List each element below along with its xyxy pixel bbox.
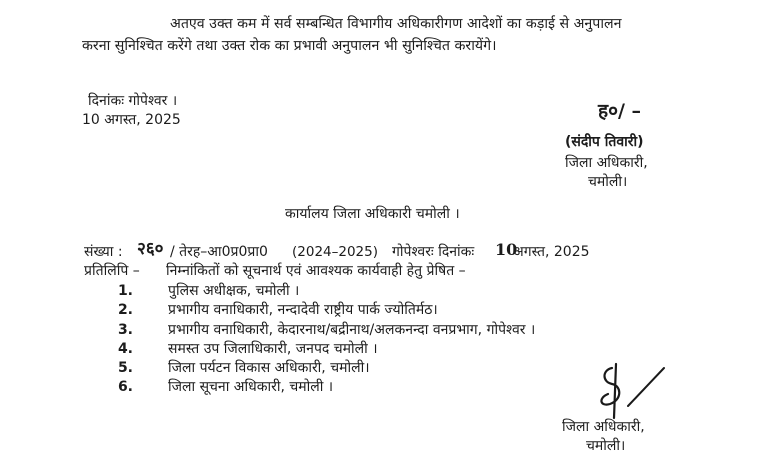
signatory-designation: जिला अधिकारी,	[565, 155, 648, 171]
signatory-location: चमोली।	[588, 174, 628, 190]
recipient-number: 2.	[117, 302, 133, 318]
recipient-item: समस्त उप जिलाधिकारी, जनपद चमोली ।	[168, 341, 378, 357]
footer-designation: जिला अधिकारी,	[562, 419, 645, 435]
signatory-name: (संदीप तिवारी)	[565, 134, 644, 150]
recipient-item: जिला पर्यटन विकास अधिकारी, चमोली।	[168, 360, 370, 376]
issue-date: 10 अगस्त, 2025	[82, 112, 181, 128]
reference-place-label: गोपेश्वरः दिनांकः	[392, 244, 475, 260]
copy-to-text: निम्नांकितों को सूचनार्थ एवं आवश्यक कार्यवाही हेतु प्रेषित –	[166, 263, 466, 279]
recipient-item: जिला सूचना अधिकारी, चमोली ।	[168, 379, 334, 395]
signatory-initials: ह०/ –	[598, 100, 642, 122]
recipient-number: 6.	[117, 379, 133, 395]
recipient-item: प्रभागीय वनाधिकारी, केदारनाथ/बद्रीनाथ/अलकनन्दा वनप्रभाग, गोपेश्वर ।	[168, 322, 536, 338]
reference-number: २६०	[137, 239, 164, 259]
footer-location: चमोली।	[586, 438, 626, 454]
recipient-number: 5.	[117, 360, 133, 376]
recipient-number: 3.	[117, 322, 133, 338]
place-line: दिनांकः गोपेश्वर ।	[88, 93, 178, 109]
reference-label: संख्या :	[84, 244, 123, 260]
recipient-number: 4.	[117, 341, 133, 357]
recipient-number: 1.	[117, 283, 133, 299]
reference-day: 10	[495, 240, 518, 259]
body-text-line-2: करना सुनिश्चित करेंगे तथा उक्त रोक का प्रभावी अनुपालन भी सुनिश्चित करायेंगे।	[82, 38, 497, 54]
reference-year: (2024–2025)	[292, 244, 378, 260]
reference-month-year: अगस्त, 2025	[513, 244, 590, 260]
reference-code: / तेरह–आ0प्र0प्रा0	[170, 244, 268, 260]
recipient-item: प्रभागीय वनाधिकारी, नन्दादेवी राष्ट्रीय पार्क ज्योतिर्मठ।	[168, 302, 438, 318]
copy-to-label: प्रतिलिपि –	[84, 263, 140, 279]
office-heading: कार्यालय जिला अधिकारी चमोली ।	[285, 206, 460, 222]
recipient-item: पुलिस अधीक्षक, चमोली ।	[168, 283, 300, 299]
body-text-line-1: अतएव उक्त कम में सर्व सम्बन्धित विभागीय अधिकारीगण आदेशों का कड़ाई से अनुपालन	[170, 16, 622, 32]
